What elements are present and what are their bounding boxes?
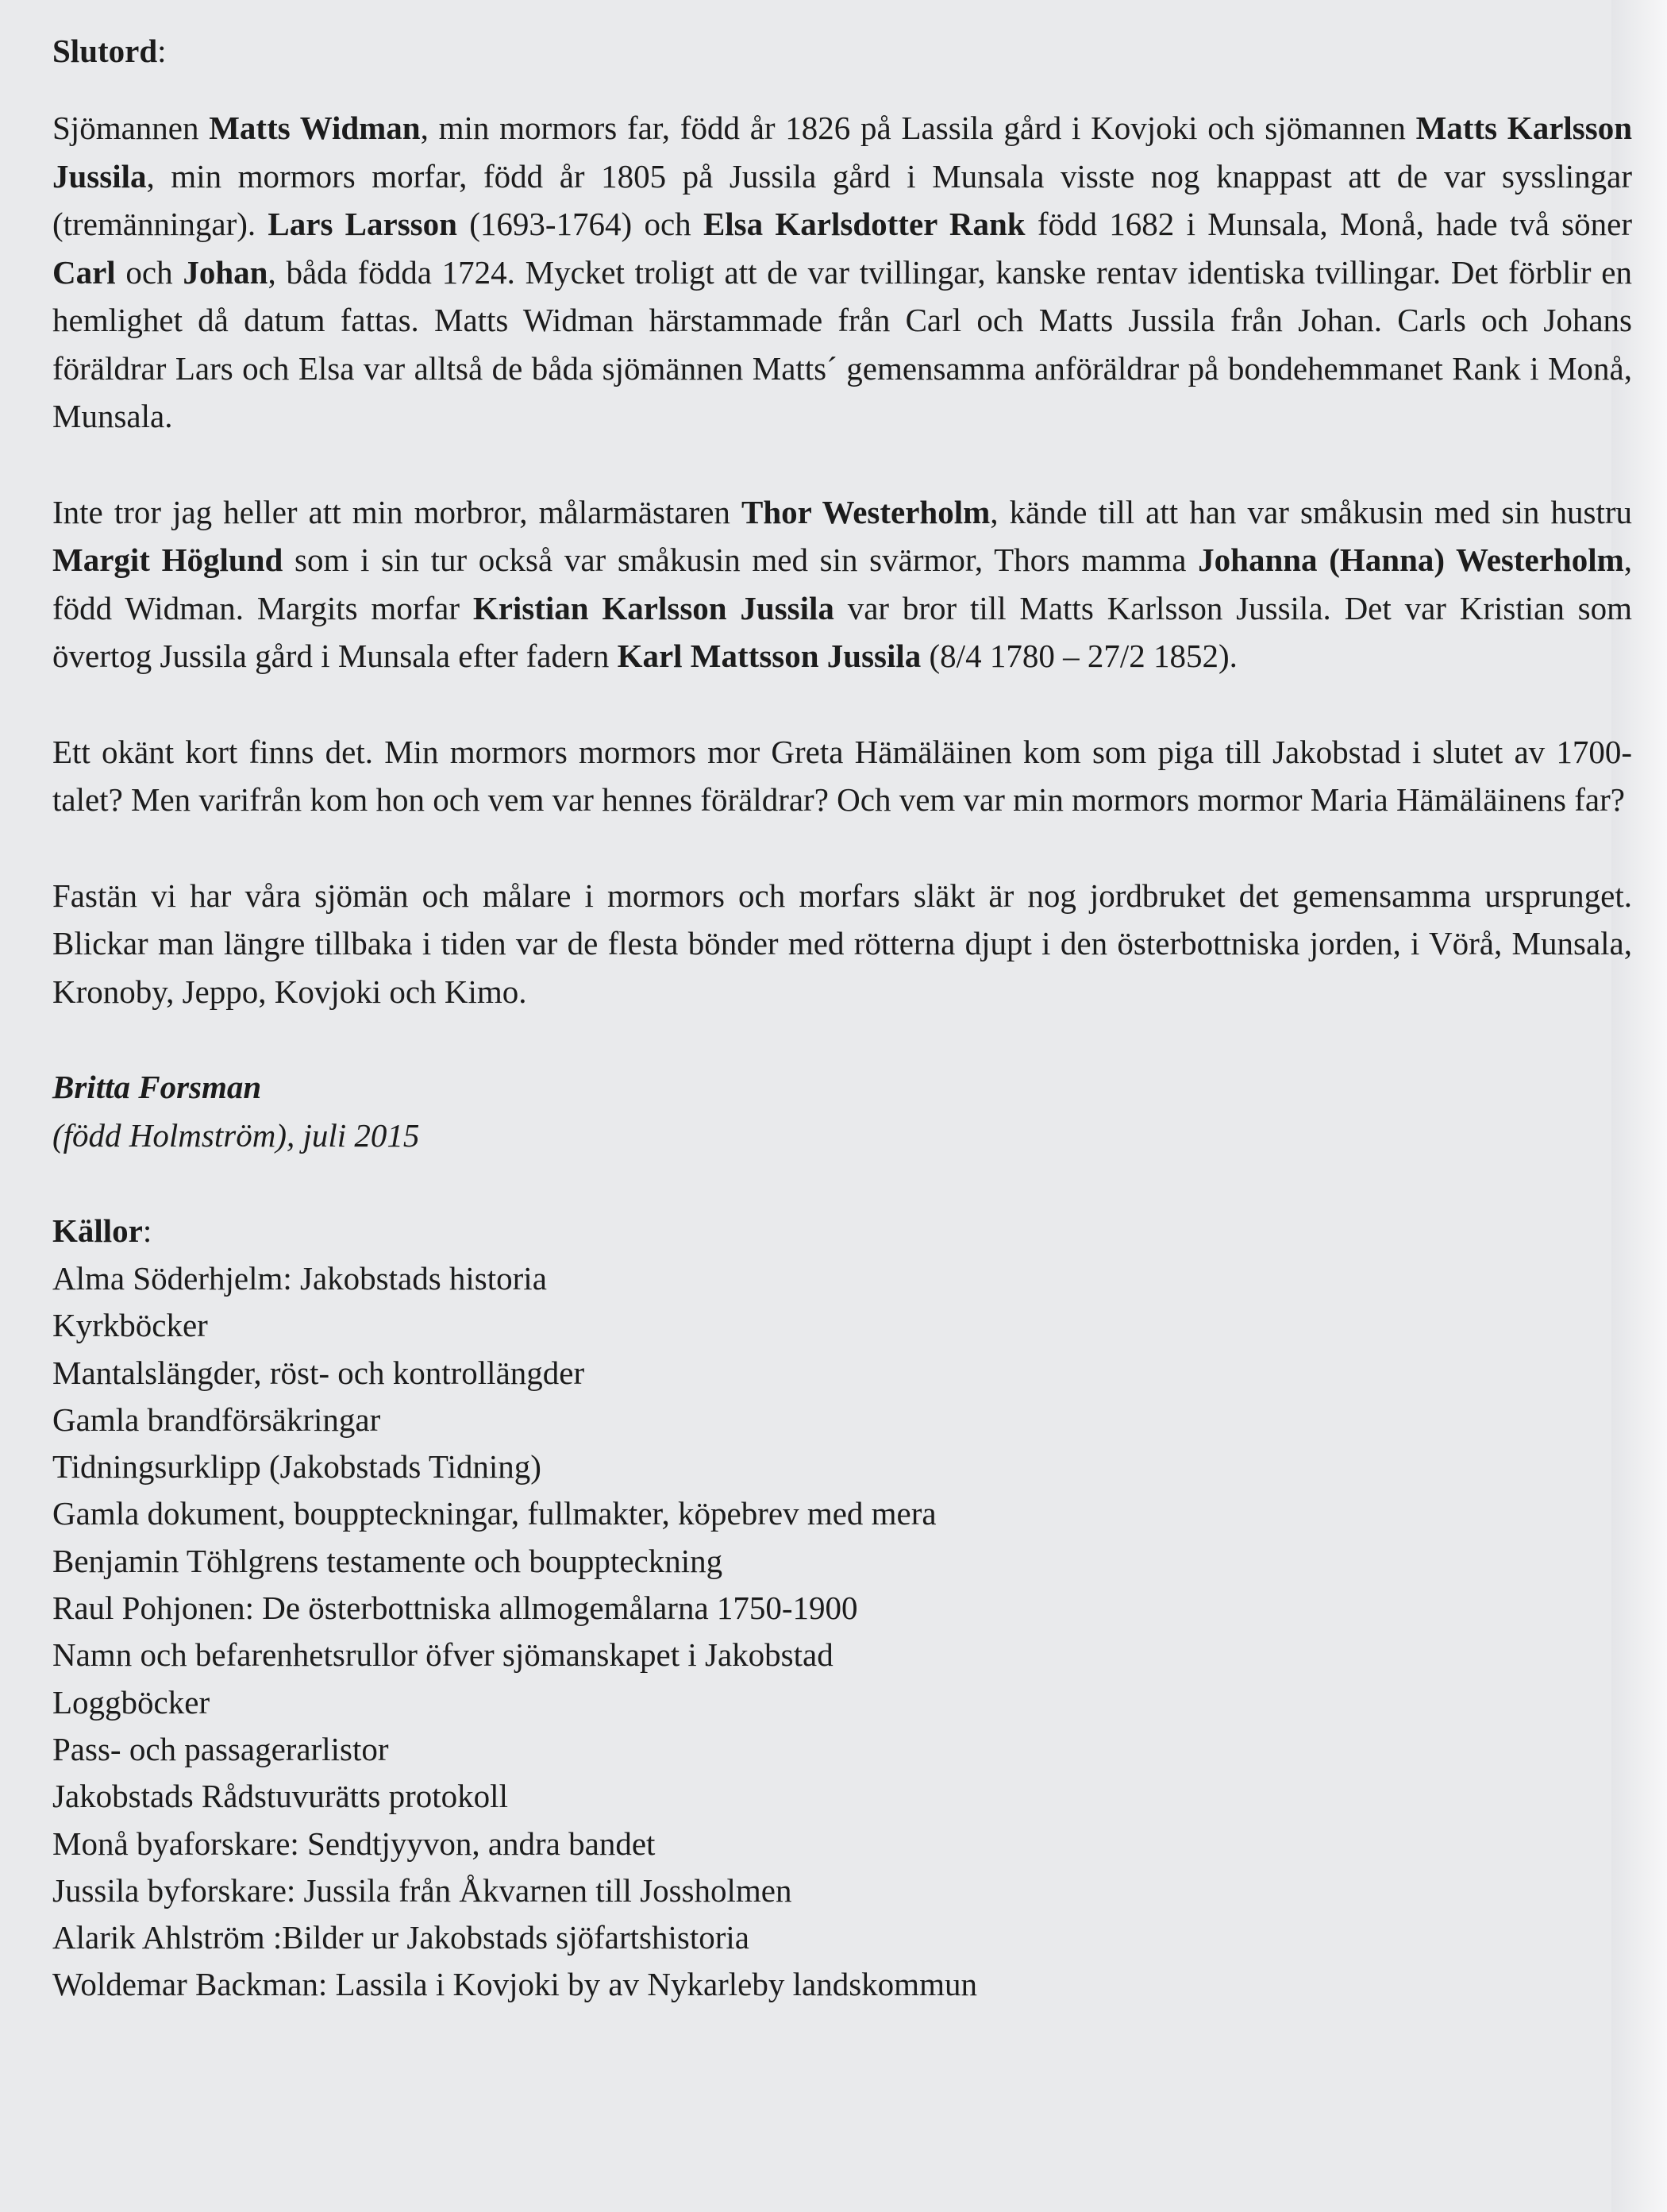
source-item: Raul Pohjonen: De österbottniska allmogemålarna 1750-1900 [52, 1590, 858, 1627]
source-item: Jussila byforskare: Jussila från Åkvarnen till Jossholmen [52, 1871, 792, 1909]
sources-list [52, 1254, 1632, 2008]
source-item: Alarik Ahlström :Bilder ur Jakobstads sjöfartshistoria [52, 1919, 749, 1956]
source-item: Loggböcker [52, 1683, 210, 1721]
source-item: Monå byaforskare: Sendtjyyvon, andra bandet [52, 1825, 656, 1862]
paragraph-3: Ett okänt kort finns det. Min mormors mormors mor Greta Hämäläinen kom som piga till Jakobstad i slutet av 1700-talet? Men varifrån kom hon och vem var hennes föräldrar? Och vem var min mormors mormor Maria Hämäläinens far? [52, 733, 1632, 818]
paragraph-1: Sjömannen Matts Widman, min mormors far, född år 1826 på Lassila gård i Kovjoki och sjömannen Matts Karlsson Jussila, min mormors morfar, född år 1805 på Jussila gård i Munsala visste nog knappast att de var sysslingar (tremänningar). Lars Larsson (1693-1764) och Elsa Karlsdotter Rank född 1682 i Munsala, Monå, hade två söner Carl och Johan, båda födda 1724. Mycket troligt att de var tvillingar, kanske rentav identiska tvillingar. Det förblir en hemlighet då datum fattas. Matts Widman härstammade från Carl och Matts Jussila från Johan. Carls och Johans föräldrar Lars och Elsa var alltså de båda sjömännen Matts´ gemensamma anföräldrar på bondehemmanet Rank i Monå, Munsala. [52, 110, 1632, 434]
source-item: Alma Söderhjelm: Jakobstads historia [52, 1260, 547, 1297]
source-item: Jakobstads Rådstuvurätts protokoll [52, 1778, 508, 1815]
source-item: Benjamin Töhlgrens testamente och bouppteckning [52, 1542, 723, 1579]
source-item: Woldemar Backman: Lassila i Kovjoki by av Nykarleby landskommun [52, 1966, 977, 2003]
source-item: Namn och befarenhetsrullor öfver sjömanskapet i Jakobstad [52, 1636, 834, 1674]
signature-name: Britta Forsman [52, 1069, 262, 1105]
source-item: Tidningsurklipp (Jakobstads Tidning) [52, 1448, 541, 1486]
source-item: Kyrkböcker [52, 1307, 208, 1344]
source-item: Pass- och passagerarlistor [52, 1730, 389, 1767]
document-body [52, 27, 1632, 2008]
source-item: Mantalslängder, röst- och kontrollängder [52, 1354, 585, 1391]
source-item: Gamla brandförsäkringar [52, 1401, 381, 1438]
page-title: Slutord: [52, 33, 167, 69]
paragraph-2: Inte tror jag heller att min morbror, målarmästaren Thor Westerholm, kände till att han var småkusin med sin hustru Margit Höglund som i sin tur också var småkusin med sin svärmor, Thors mamma Johanna (Hanna) Westerholm, född Widman. Margits morfar Kristian Karlsson Jussila var bror till Matts Karlsson Jussila. Det var Kristian som övertog Jussila gård i Munsala efter fadern Karl Mattsson Jussila (8/4 1780 – 27/2 1852). [52, 493, 1632, 674]
sources-heading: Källor: [52, 1212, 152, 1249]
paragraph-4: Fastän vi har våra sjömän och målare i mormors och morfars släkt är nog jordbruket det gemensamma ursprunget. Blickar man längre tillbaka i tiden var de flesta bönder med rötterna djupt i den österbottniska jorden, i Vörå, Munsala, Kronoby, Jeppo, Kovjoki och Kimo. [52, 877, 1632, 1010]
source-item: Gamla dokument, bouppteckningar, fullmakter, köpebrev med mera [52, 1495, 937, 1532]
signature-date: (född Holmström), juli 2015 [52, 1116, 420, 1154]
